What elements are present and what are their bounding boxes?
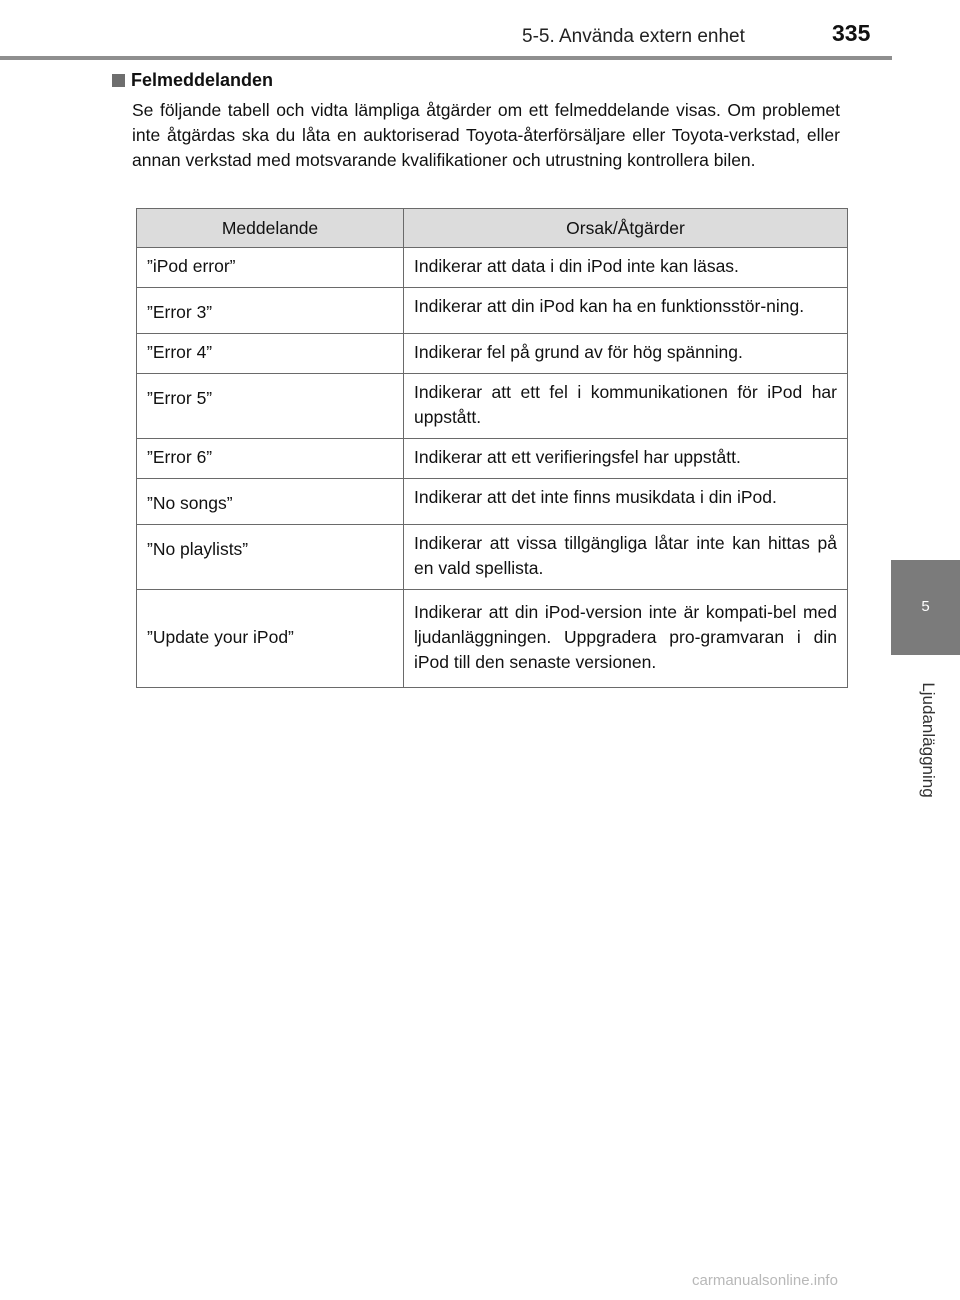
header-cause: Orsak/Åtgärder	[404, 209, 848, 248]
table-header-row	[137, 209, 848, 248]
table-row	[137, 439, 848, 479]
cause-cell: Indikerar fel på grund av för hög spänning.	[404, 334, 848, 374]
intro-paragraph: Se följande tabell och vidta lämpliga åtgärder om ett felmeddelande visas. Om problemet inte åtgärdas ska du låta en auktoriserad Toyota-återförsäljare eller Toyota-verkstad, eller annan verkstad med motsvarande kvalifikationer och utrustning kontrollera bilen.	[132, 100, 840, 170]
cause-cell: Indikerar att ett fel i kommunikationen för iPod har uppstått.	[404, 374, 848, 439]
header-title: 5-5. Använda extern enhet	[522, 26, 745, 47]
message-cell: ”No playlists”	[137, 525, 404, 590]
table-row	[137, 248, 848, 288]
square-bullet-icon	[112, 74, 125, 87]
table-row	[137, 590, 848, 688]
section-heading	[112, 70, 273, 91]
message-cell: ”Update your iPod”	[137, 590, 404, 688]
chapter-number: 5	[921, 598, 930, 615]
cause-cell: Indikerar att data i din iPod inte kan läsas.	[404, 248, 848, 288]
header-rule	[0, 56, 892, 60]
cause-cell: Indikerar att din iPod kan ha en funktionsstör-ning.	[404, 288, 848, 334]
chapter-tab	[891, 560, 960, 655]
chapter-label: Ljudanläggning	[919, 682, 938, 798]
table-row	[137, 525, 848, 590]
page-number: 335	[832, 20, 871, 46]
message-cell: ”Error 6”	[137, 439, 404, 479]
message-cell: ”Error 3”	[137, 288, 404, 334]
message-cell: ”No songs”	[137, 479, 404, 525]
cause-cell: Indikerar att ett verifieringsfel har uppstått.	[404, 439, 848, 479]
error-message-table	[136, 208, 848, 688]
message-cell: ”Error 5”	[137, 374, 404, 439]
table-row	[137, 374, 848, 439]
message-cell: ”iPod error”	[137, 248, 404, 288]
section-heading-text: Felmeddelanden	[131, 70, 274, 90]
cause-cell: Indikerar att din iPod-version inte är kompati-bel med ljudanläggningen. Uppgradera pro-gramvaran i din iPod till den senaste versionen.	[404, 590, 848, 688]
cause-cell: Indikerar att vissa tillgängliga låtar inte kan hittas på en vald spellista.	[404, 525, 848, 590]
message-cell: ”Error 4”	[137, 334, 404, 374]
cause-cell: Indikerar att det inte finns musikdata i din iPod.	[404, 479, 848, 525]
watermark: carmanualsonline.info	[692, 1272, 838, 1289]
table-row	[137, 288, 848, 334]
header-message: Meddelande	[137, 209, 404, 248]
table-row	[137, 334, 848, 374]
table-row	[137, 479, 848, 525]
